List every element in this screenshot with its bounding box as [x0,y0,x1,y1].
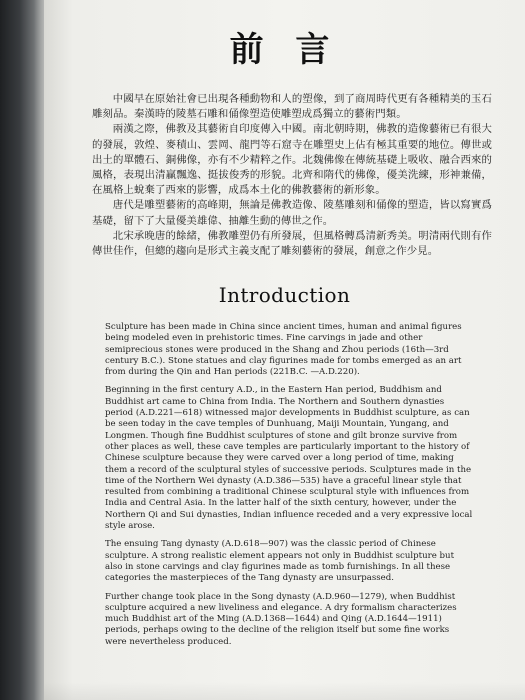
book-page [44,0,525,700]
english-paragraph: Beginning in the first century A.D., in the Eastern Han period, Buddhism and Buddhist art came to China from India. The Northern and Southern dynasties period (A.D.221—618) witnessed major developments in Buddhist sculpture, as can be seen today in the cave temples of Dunhuang, Maiji Mountain, Yungang, and Longmen. Though fine Buddhist sculptures of stone and gilt bronze survive from other places as well, these cave temples are particularly important to the history of Chinese sculpture because they were carved over a long period of time, making them a record of the sculptural styles of successive periods. Sculptures made in the time of the Northern Wei dynasty (A.D.386—535) have a graceful linear style that resulted from combining a traditional Chinese sculptural style with influences from India and Central Asia. In the latter half of the sixth century, however, under the Northern Qi and Sui dynasties, Indian influence receded and a very expressive local style arose. [105,385,473,532]
chinese-paragraph: 唐代是雕塑藝術的高峰期，無論是佛教造像、陵墓雕刻和俑像的塑造，皆以寫實爲基礎，留下了大量優美雄偉、抽離生動的傳世之作。 [92,199,492,227]
chinese-paragraph: 北宋承晚唐的餘緒，佛教雕塑仍有所發展，但風格轉爲清新秀美。明清兩代則有作傳世佳作，但總的趨向是形式主義支配了雕刻藝術的發展，創意之作少見。 [92,229,492,258]
english-introduction-text [105,322,473,655]
chinese-preface-text [92,92,492,259]
page-shadow [44,682,525,700]
chinese-paragraph: 兩漢之際，佛教及其藝術自印度傳入中國。南北朝時期，佛教的造像藝術已有很大的發展，敦煌、麥積山、雲岡、龍門等石窟寺在雕塑史上佔有極其重要的地位。傳世或出土的單體石、銅佛像，亦有不少精粹之作。北魏佛像在傳統基礎上吸收、融合西來的風格，表現出清贏飄逸、挺拔俊秀的形貌。北齊和隋代的佛像，優美洗練，形神兼備，在風格上蛻棄了西來的影響，成爲本土化的佛教藝術的新形象。 [92,123,492,197]
english-paragraph: Sculpture has been made in China since ancient times, human and animal figures being modeled even in prehistoric times. Fine carvings in jade and other semiprecious stones were produced in the Shang and Zhou periods (16th—3rd century B.C.). Stone statues and clay figurines made for tombs emerged as an art from during the Qin and Han periods (221B.C. —A.D.220). [105,322,462,378]
chinese-paragraph: 中國早在原始社會已出現各種動物和人的塑像，到了商周時代更有各種精美的玉石雕刻品。秦漢時的陵墓石雕和俑像塑造使雕塑成爲獨立的藝術門類。 [92,93,492,121]
english-paragraph: The ensuing Tang dynasty (A.D.618—907) was the classic period of Chinese sculpture. A strong realistic element appears not only in Buddhist sculpture but also in stone carvings and clay figurines made as tomb furnishings. In all these categories the masterpieces of the Tang dynasty are unsurpassed. [105,539,455,584]
book-spine [0,0,44,700]
english-title: Introduction [218,283,351,307]
english-paragraph: Further change took place in the Song dynasty (A.D.960—1279), when Buddhist sculpture acquired a new liveliness and elegance. A dry formalism characterizes much Buddhist art of the Ming (A.D.1368—1644) and Qing (A.D.1644—1911) periods, perhaps owing to the decline of the religion itself but some fine works were nevertheless produced. [105,591,457,647]
chinese-title: 前 言 [229,30,340,70]
